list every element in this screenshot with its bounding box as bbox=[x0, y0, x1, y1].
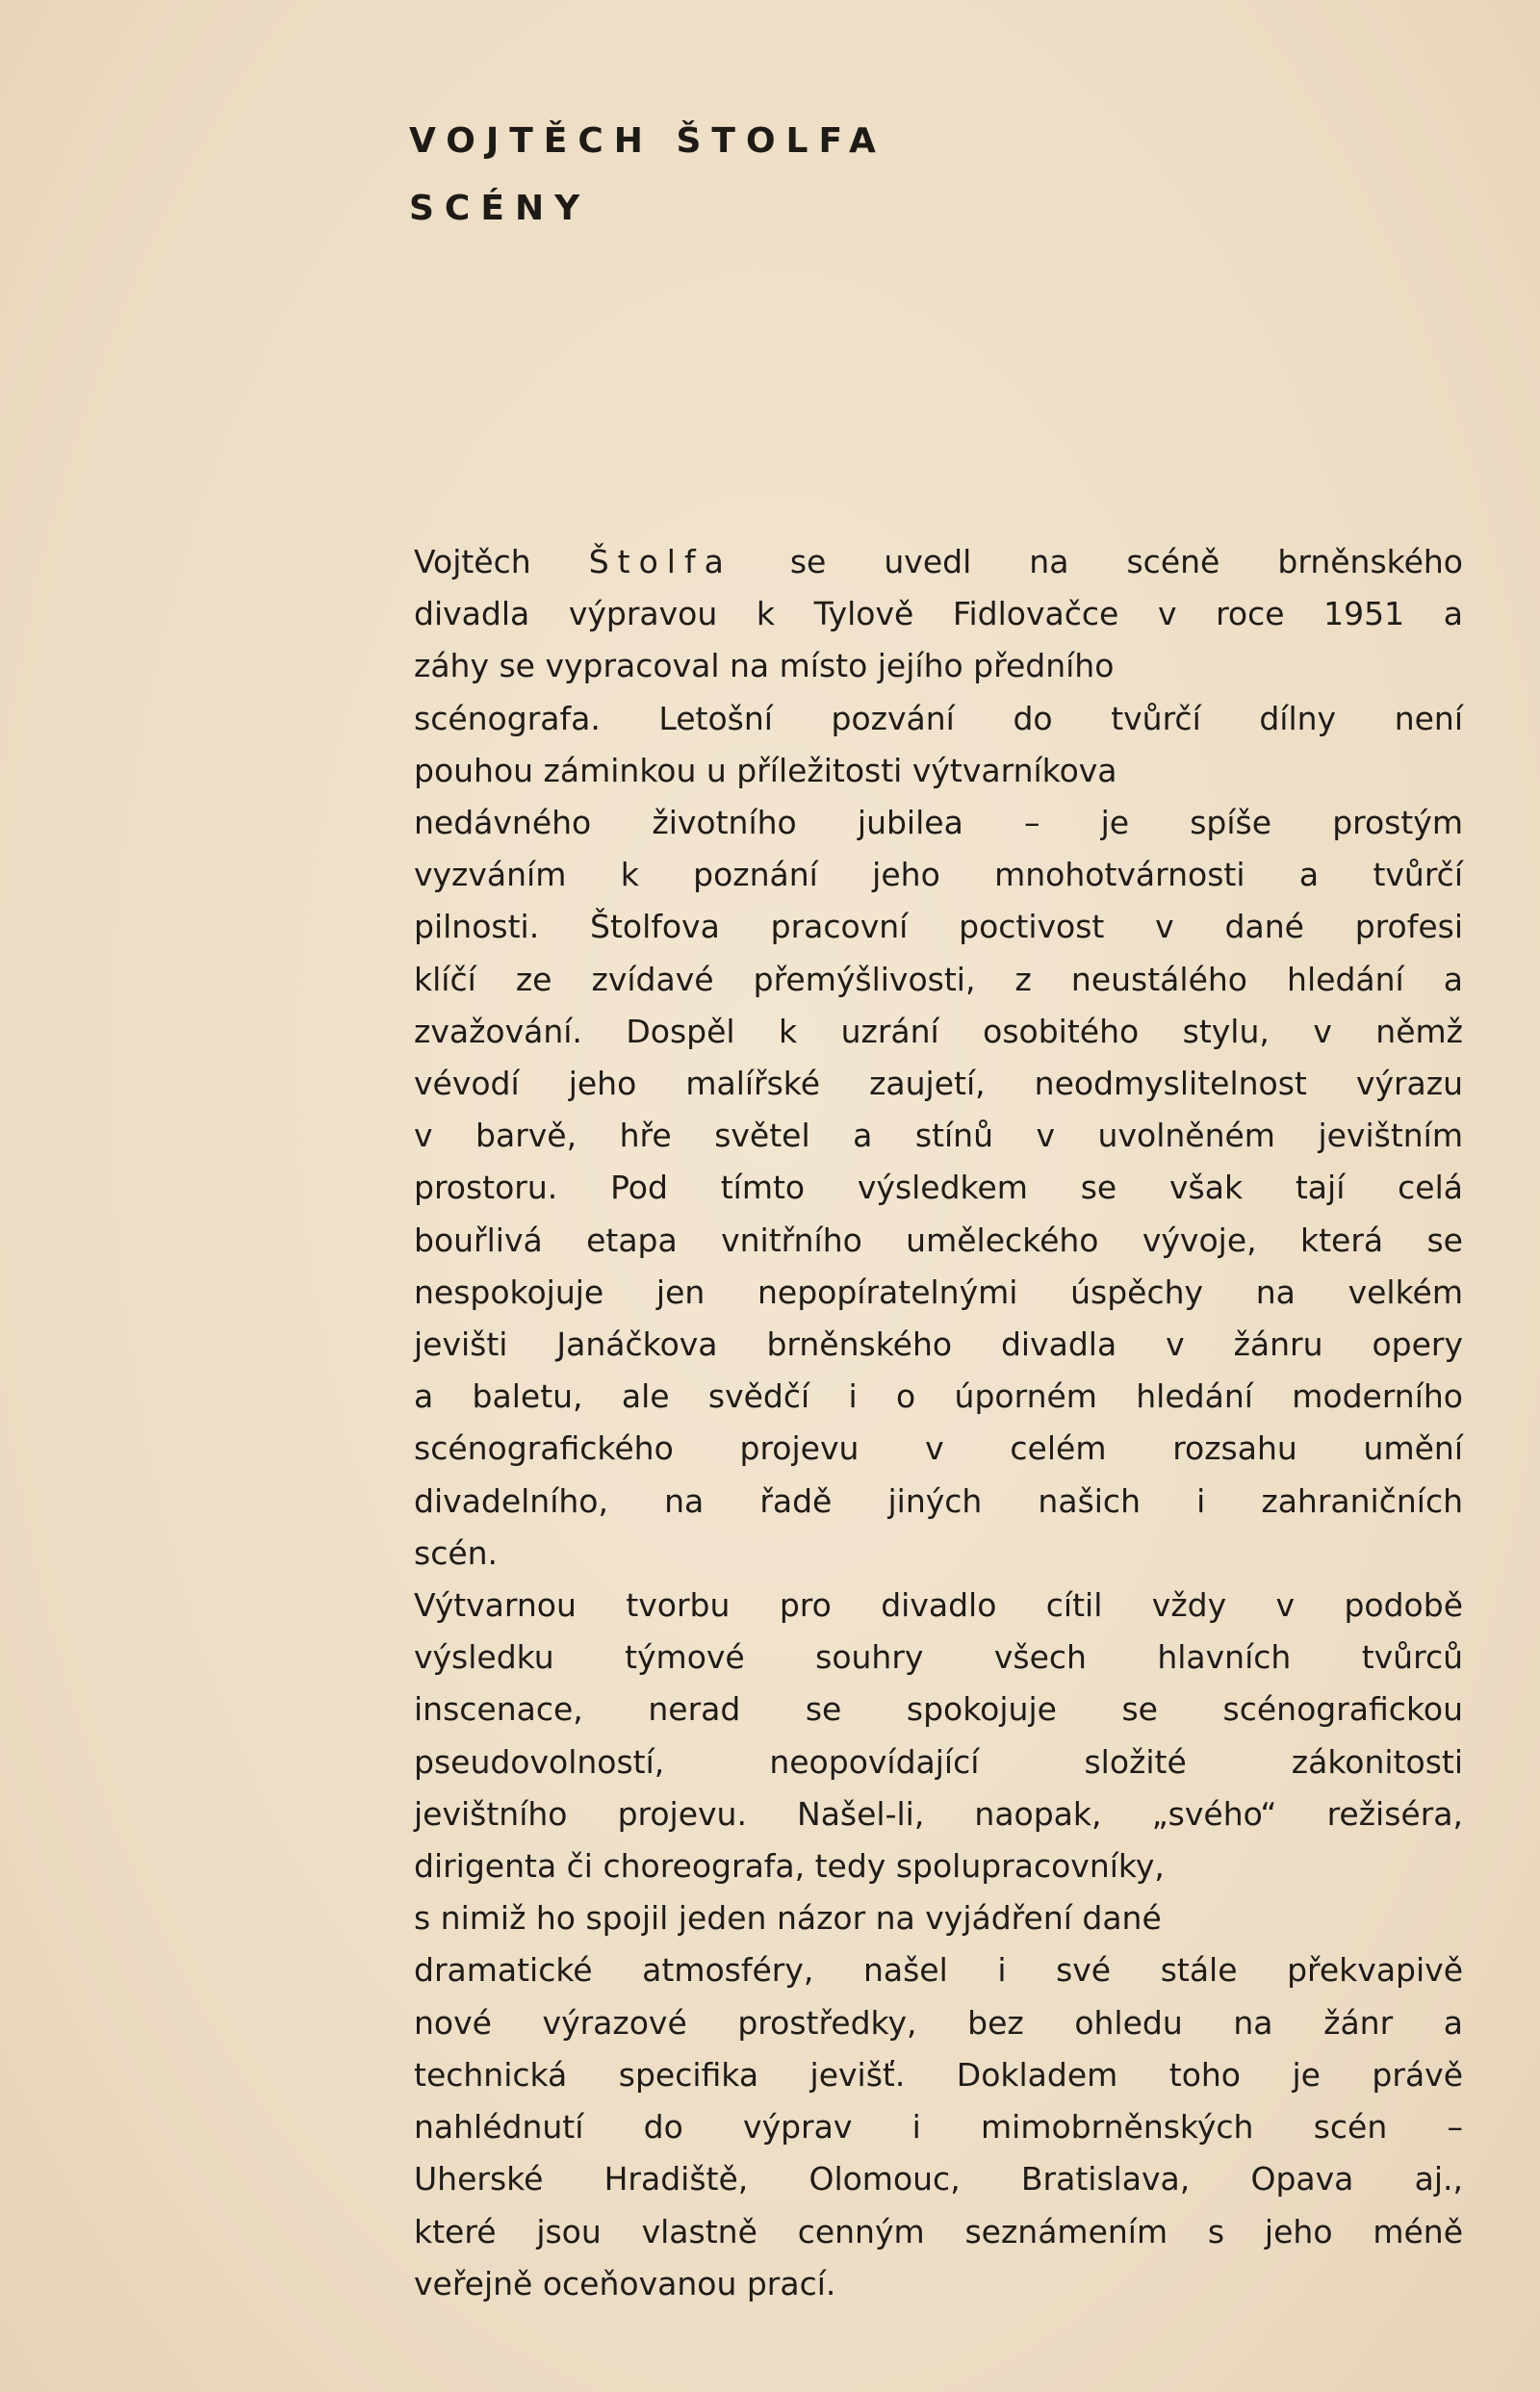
text-line: pseudovolností, neopovídající složité zákonitosti bbox=[414, 1742, 1463, 1781]
text-line: Výtvarnou tvorbu pro divadlo cítil vždy v podobě bbox=[414, 1586, 1463, 1625]
text-line: inscenace, nerad se spokojuje se scénografickou bbox=[414, 1690, 1463, 1729]
text-line: zvažování. Dospěl k uzrání osobitého stylu, v němž bbox=[414, 1012, 1463, 1050]
text-line: pilnosti. Štolfova pracovní poctivost v dané profesi bbox=[414, 908, 1463, 946]
text-line: nedávného životního jubilea – je spíše prostým bbox=[414, 804, 1463, 842]
text-line: nové výrazové prostředky, bez ohledu na žánr a bbox=[414, 2003, 1463, 2042]
text-line: výsledku týmové souhry všech hlavních tvůrců bbox=[414, 1638, 1463, 1677]
author-name: VOJTĚCH ŠTOLFA bbox=[409, 121, 886, 161]
text-line: scénografa. Letošní pozvání do tvůrčí dílny není bbox=[414, 699, 1463, 737]
text-line: vyzváním k poznání jeho mnohotvárnosti a tvůrčí bbox=[414, 856, 1463, 894]
text-line: jevišti Janáčkova brněnského divadla v žánru opery bbox=[414, 1325, 1463, 1364]
text-line: a baletu, ale svědčí i o úporném hledání moderního bbox=[414, 1377, 1463, 1416]
text-line bbox=[414, 536, 1463, 588]
text-line: bouřlivá etapa vnitřního uměleckého vývoje, která se bbox=[414, 1221, 1463, 1259]
text-line: scén. bbox=[414, 1533, 499, 1572]
text-line: klíčí ze zvídavé přemýšlivosti, z neustálého hledání a bbox=[414, 960, 1463, 998]
text-line: Uherské Hradiště, Olomouc, Bratislava, Opava aj., bbox=[414, 2160, 1463, 2199]
text-line: pouhou záminkou u příležitosti výtvarníkova bbox=[414, 751, 1117, 789]
text-line: technická specifika jevišť. Dokladem toho je právě bbox=[414, 2055, 1463, 2094]
text-line: dramatické atmosféry, našel i své stále překvapivě bbox=[414, 1951, 1463, 1990]
text-fragment: se uvedl na scéně brněnského bbox=[789, 543, 1463, 580]
text-line: v barvě, hře světel a stínů v uvolněném jevištním bbox=[414, 1117, 1463, 1155]
text-line: prostoru. Pod tímto výsledkem se však tají celá bbox=[414, 1169, 1463, 1207]
text-line: nahlédnutí do výprav i mimobrněnských scén – bbox=[414, 2108, 1463, 2147]
text-line: záhy se vypracoval na místo jejího předního bbox=[414, 647, 1115, 685]
text-line: scénografického projevu v celém rozsahu umění bbox=[414, 1429, 1463, 1468]
text-fragment: Vojtěch bbox=[414, 543, 531, 580]
spaced-name: Štolfa bbox=[588, 543, 732, 580]
text-line: jevištního projevu. Našel-li, naopak, „svého“ režiséra, bbox=[414, 1794, 1463, 1833]
text-line: veřejně oceňovanou prací. bbox=[414, 2264, 836, 2302]
page-title: SCÉNY bbox=[409, 189, 591, 228]
text-line: divadelního, na řadě jiných našich i zahraničních bbox=[414, 1481, 1463, 1520]
text-line: dirigenta či choreografa, tedy spolupracovníky, bbox=[414, 1847, 1165, 1886]
text-line: nespokojuje jen nepopíratelnými úspěchy na velkém bbox=[414, 1273, 1463, 1311]
text-line: divadla výpravou k Tylově Fidlovačce v roce 1951 a bbox=[414, 595, 1463, 633]
text-line: s nimiž ho spojil jeden názor na vyjádření dané bbox=[414, 1899, 1162, 1938]
text-line: vévodí jeho malířské zaujetí, neodmyslitelnost výrazu bbox=[414, 1065, 1463, 1103]
header bbox=[409, 108, 886, 243]
text-line: které jsou vlastně cenným seznámením s jeho méně bbox=[414, 2212, 1463, 2251]
body-text bbox=[414, 536, 1463, 2310]
